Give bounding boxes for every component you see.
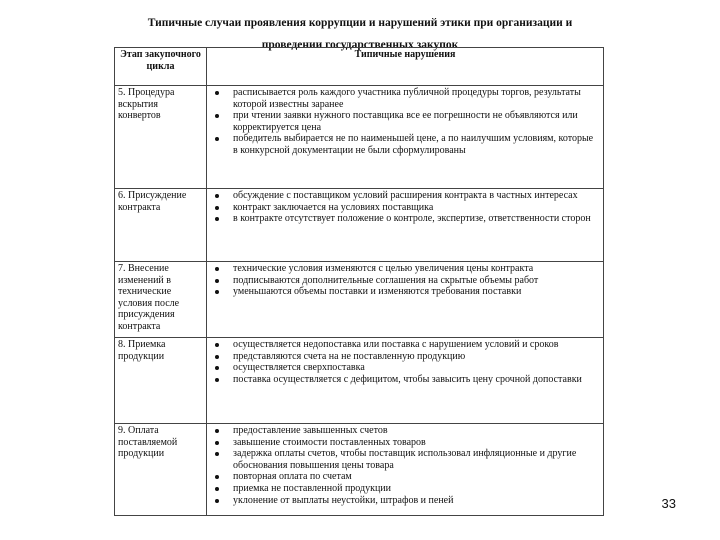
violation-item: предоставление завышенных счетов: [210, 425, 600, 437]
violations-table: [114, 47, 604, 516]
violation-item: подписываются дополнительные соглашения на скрытые объемы работ: [210, 275, 600, 287]
violation-item: осуществляется сверхпоставка: [210, 362, 600, 374]
violation-item: осуществляется недопоставка или поставка с нарушением условий и сроков: [210, 339, 600, 351]
table-row: [115, 189, 604, 262]
violation-item: уменьшаются объемы поставки и изменяются требования поставки: [210, 286, 600, 298]
title-line-1: Типичные случаи проявления коррупции и нарушений этики при организации и: [147, 17, 573, 29]
violation-item: в контракте отсутствует положение о контроле, экспертизе, ответственности сторон: [210, 213, 600, 225]
table-row: [115, 424, 604, 516]
violation-item: контракт заключается на условиях поставщика: [210, 202, 600, 214]
stage-cell: 8. Приемка продукции: [115, 338, 207, 424]
table-row: [115, 262, 604, 338]
violations-cell: [207, 424, 604, 516]
violation-item: обсуждение с поставщиком условий расширения контракта в частных интересах: [210, 190, 600, 202]
violation-item: уклонение от выплаты неустойки, штрафов и пеней: [210, 495, 600, 507]
violation-item: технические условия изменяются с целью увеличения цены контракта: [210, 263, 600, 275]
stage-cell: 7. Внесение изменений в технические условия после присуждения контракта: [115, 262, 207, 338]
violation-item: при чтении заявки нужного поставщика все ее погрешности не объявляются или корректируется цена: [210, 110, 600, 133]
table-row: [115, 86, 604, 189]
violations-cell: [207, 86, 604, 189]
violation-item: повторная оплата по счетам: [210, 471, 600, 483]
header-violations: Типичные нарушения: [207, 48, 604, 86]
stage-cell: 9. Оплата поставляемой продукции: [115, 424, 207, 516]
violation-item: расписывается роль каждого участника публичной процедуры торгов, результаты которой известны заранее: [210, 87, 600, 110]
violation-item: приемка не поставленной продукции: [210, 483, 600, 495]
violation-item: победитель выбирается не по наименьшей цене, а по наилучшим условиям, которые в конкурсной документации не были сформулированы: [210, 133, 600, 156]
violations-cell: [207, 189, 604, 262]
violation-item: задержка оплаты счетов, чтобы поставщик использовал инфляционные и другие обоснования повышения цены товара: [210, 448, 600, 471]
table-header-row: [115, 48, 604, 86]
violations-cell: [207, 338, 604, 424]
page-number: 33: [661, 496, 676, 511]
stage-cell: 5. Процедура вскрытия конвертов: [115, 86, 207, 189]
stage-cell: 6. Присуждение контракта: [115, 189, 207, 262]
violation-item: поставка осуществляется с дефицитом, чтобы завысить цену срочной допоставки: [210, 374, 600, 386]
header-stage: Этап закупочного цикла: [115, 48, 207, 86]
title-line-2: проведении государственных закупок: [261, 39, 459, 51]
violation-item: представляются счета на не поставленную продукцию: [210, 351, 600, 363]
table-row: [115, 338, 604, 424]
violations-cell: [207, 262, 604, 338]
violation-item: завышение стоимости поставленных товаров: [210, 437, 600, 449]
